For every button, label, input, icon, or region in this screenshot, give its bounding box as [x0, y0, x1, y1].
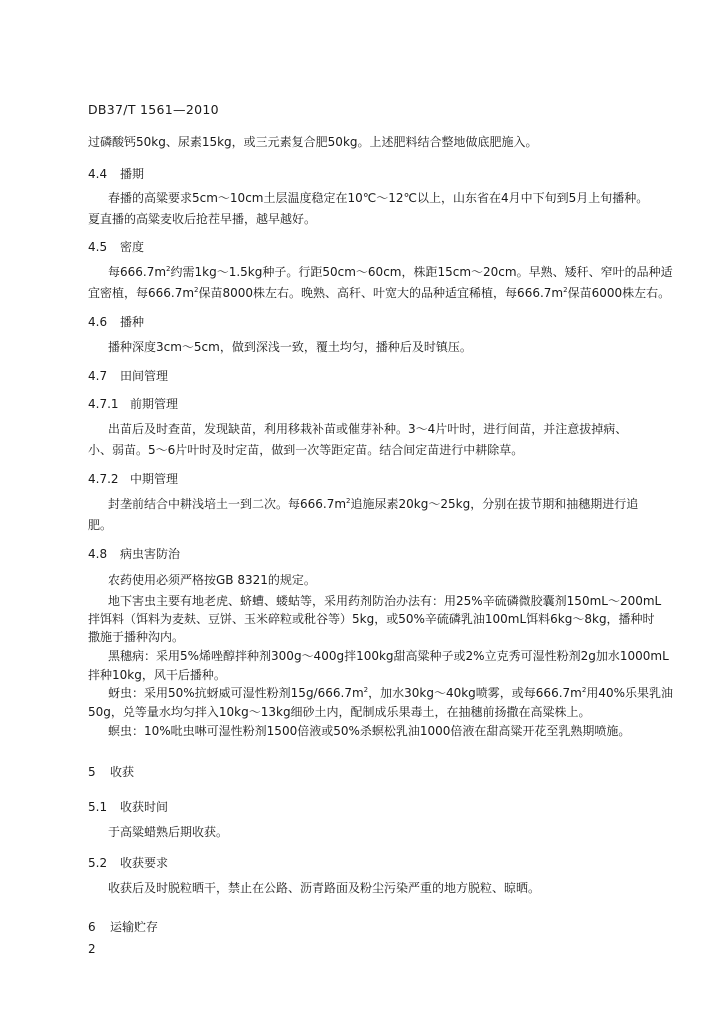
page-number: 2 [88, 942, 96, 956]
section-heading-4-4 [88, 165, 144, 182]
section-number: 5 [88, 765, 96, 779]
section-number: 4.7 [88, 369, 108, 383]
section-title: 收获要求 [120, 856, 169, 870]
paragraph-line: 播种深度3cm～5cm，做到深浅一致，覆土均匀，播种后及时镇压。 [108, 340, 472, 354]
paragraph-line: 封垄前结合中耕浅培土一到二次。每$666.7m^2$追施尿素20kg～25kg，分别在拔节期和抽穗期进行追 [108, 497, 639, 511]
section-heading-4-5 [88, 238, 144, 255]
paragraph-line: 收获后及时脱粒晒干，禁止在公路、沥青路面及粉尘污染严重的地方脱粒、晾晒。 [108, 881, 541, 895]
paragraph-line: 地下害虫主要有地老虎、蛴螬、蝼蛄等，采用药剂防治办法有：用25%辛硫磷微胶囊剂150mL～200mL [108, 594, 662, 608]
section-heading-5-1 [88, 798, 168, 815]
standard-code: DB37/T 1561—2010 [88, 102, 219, 117]
section-title: 中期管理 [130, 472, 179, 486]
paragraph-line: 50g，兑等量水均匀拌入10kg～13kg细砂土内，配制成乐果毒土，在抽穗前扬撒在高粱株上。 [88, 705, 591, 719]
paragraph-line: 春播的高粱要求5cm～10cm土层温度稳定在10℃～12℃以上，山东省在4月中下旬到5月上旬播种。 [108, 191, 649, 205]
paragraph-line: 撒施于播种沟内。 [88, 630, 185, 644]
section-heading-4-7-1 [88, 395, 178, 412]
section-heading-5 [88, 763, 134, 780]
section-number: 6 [88, 920, 96, 934]
section-number: 4.8 [88, 547, 108, 561]
paragraph-line: 蚜虫：采用50%抗蚜威可湿性粉剂$15g/666.7m^2$，加水30kg～40kg喷雾，或每$666.7m^2$用40%乐果乳油 [108, 686, 673, 700]
section-heading-4-7 [88, 367, 168, 384]
section-title: 收获 [110, 765, 135, 779]
paragraph-line: 肥。 [88, 518, 113, 532]
section-heading-4-8 [88, 545, 180, 562]
section-title: 病虫害防治 [120, 547, 181, 561]
section-number: 5.2 [88, 856, 108, 870]
paragraph-line: 夏直播的高粱麦收后抢茬早播，越早越好。 [88, 212, 317, 226]
section-title: 运输贮存 [110, 920, 159, 934]
paragraph-line: 黑穗病：采用5%烯唑醇拌种剂300g～400g拌100kg甜高粱种子或2%立克秀可湿性粉剂2g加水1000mL [108, 649, 669, 663]
section-number: 4.5 [88, 240, 108, 254]
section-title: 收获时间 [120, 800, 169, 814]
section-number: 4.7.2 [88, 472, 119, 486]
paragraph-line: 宜密植，每$666.7m^2$保苗8000株左右。晚熟、高秆、叶宽大的品种适宜稀植，每$666.7m^2$保苗6000株左右。 [88, 286, 671, 300]
section-title: 密度 [120, 240, 145, 254]
section-number: 4.4 [88, 167, 108, 181]
paragraph-line: 拌饵料（饵料为麦麸、豆饼、玉米碎粒或秕谷等）5kg，或50%辛硫磷乳油100mL饵料6kg～8kg，播种时 [88, 612, 655, 626]
section-title: 前期管理 [130, 397, 179, 411]
section-heading-4-7-2 [88, 470, 178, 487]
section-title: 播期 [120, 167, 145, 181]
paragraph-line: 出苗后及时查苗，发现缺苗，利用移栽补苗或催芽补种。3～4片叶时，进行间苗，并注意拔掉病、 [108, 422, 628, 436]
paragraph-line: 螟虫：10%吡虫啉可湿性粉剂1500倍液或50%杀螟松乳油1000倍液在甜高粱开花至乳熟期喷施。 [108, 724, 631, 738]
paragraph-line: 农药使用必须严格按GB 8321的规定。 [108, 573, 316, 587]
section-heading-6 [88, 918, 158, 935]
section-number: 4.6 [88, 315, 108, 329]
section-number: 4.7.1 [88, 397, 119, 411]
paragraph-line: 于高粱蜡熟后期收获。 [108, 825, 229, 839]
section-title: 田间管理 [120, 369, 169, 383]
section-heading-5-2 [88, 854, 168, 871]
paragraph-line: 过磷酸钙50kg、尿素15kg，或三元素复合肥50kg。上述肥料结合整地做底肥施入。 [88, 135, 538, 149]
paragraph-line: 小、弱苗。5～6片叶时及时定苗，做到一次等距定苗。结合间定苗进行中耕除草。 [88, 443, 524, 457]
paragraph-line: 每$666.7m^2$约需1kg～1.5kg种子。行距50cm～60cm，株距15cm～20cm。早熟、矮秆、窄叶的品种适 [108, 265, 673, 279]
paragraph-line: 拌种10kg，风干后播种。 [88, 668, 226, 682]
section-number: 5.1 [88, 800, 108, 814]
section-title: 播种 [120, 315, 145, 329]
section-heading-4-6 [88, 313, 144, 330]
